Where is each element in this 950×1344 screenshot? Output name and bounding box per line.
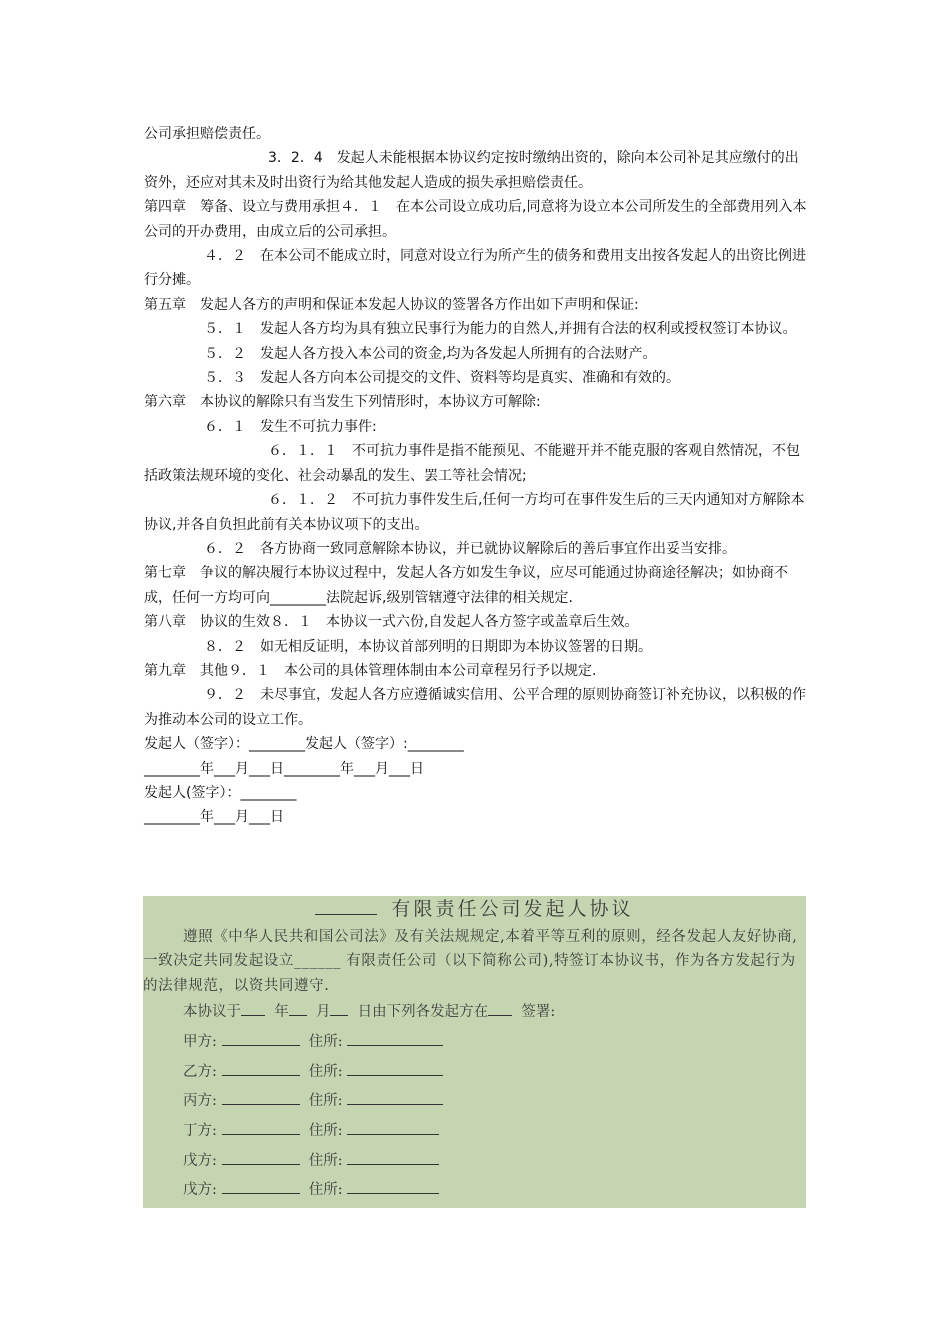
party-name-blank xyxy=(222,1179,300,1194)
party-row xyxy=(143,1028,806,1058)
sign-label: 签署: xyxy=(521,1004,556,1021)
paragraph: ６．１．１ 不可抗力事件是指不能预见、不能避开并不能克服的客观自然情况，不包括政策法规环境的变化、社会动暴乱的发生、罢工等社会情况; xyxy=(144,443,800,484)
paragraph: ６．１．２ 不可抗力事件发生后,任何一方均可在事件发生后的三天内通知对方解除本协议,并各自负担此前有关本协议项下的支出。 xyxy=(144,492,805,533)
paragraph: ６．１ 发生不可抗力事件: xyxy=(204,418,377,435)
paragraph: 第九章 其他９．１ 本公司的具体管理体制由本公司章程另行予以规定. xyxy=(144,662,597,679)
template-body xyxy=(143,923,806,1206)
party-label: 丁方: xyxy=(183,1122,217,1139)
template-intro: 遵照《中华人民共和国公司法》及有关法规规定,本着平等互利的原则，经各发起人友好协商,一致决定共同发起设立______ 有限责任公司（以下简称公司),特签订本协议书，作为各方发起行为的法律规范，以资共同遵守. xyxy=(143,929,798,994)
agreement-text-upper xyxy=(144,122,808,830)
paragraph: ５．２ 发起人各方投入本公司的资金,均为各发起人所拥有的合法财产。 xyxy=(204,345,657,362)
agreement-template-box xyxy=(143,896,806,1208)
year-blank xyxy=(241,1001,265,1016)
place-blank xyxy=(488,1001,512,1016)
party-address-label: 住所: xyxy=(308,1063,343,1080)
party-label: 乙方: xyxy=(183,1063,217,1080)
year-label: 年 xyxy=(274,1004,289,1021)
paragraph: ５．１ 发起人各方均为具有独立民事行为能力的自然人,并拥有合法的权利或授权签订本协议。 xyxy=(204,321,797,338)
place-label: 日由下列各发起方在 xyxy=(357,1004,489,1021)
paragraph: 第八章 协议的生效８．１ 本协议一式六份,自发起人各方签字或盖章后生效。 xyxy=(144,614,639,631)
paragraph: ８．２ 如无相反证明，本协议首部列明的日期即为本协议签署的日期。 xyxy=(204,638,652,655)
month-blank xyxy=(289,1001,307,1016)
party-row xyxy=(143,1058,806,1088)
paragraph: ________年___月___日________年___月___日 xyxy=(144,760,424,777)
party-address-blank xyxy=(347,1150,439,1165)
paragraph: 公司承担赔偿责任。 xyxy=(144,126,270,142)
paragraph: 发起人（签字）：________发起人（签字）:________ xyxy=(144,736,464,753)
party-name-blank xyxy=(222,1120,300,1135)
party-address-label: 住所: xyxy=(308,1093,343,1110)
paragraph: ６．２ 各方协商一致同意解除本协议，并已就协议解除后的善后事宜作出妥当安排。 xyxy=(204,540,736,557)
paragraph: ５．３ 发起人各方向本公司提交的文件、资料等均是真实、准确和有效的。 xyxy=(204,370,680,387)
party-label: 丙方: xyxy=(183,1093,217,1110)
party-name-blank xyxy=(222,1090,300,1105)
paragraph: ９．２ 未尽事宜，发起人各方应遵循诚实信用、公平合理的原则协商签订补充协议，以积极的作为推动本公司的设立工作。 xyxy=(144,687,806,728)
paragraph: ________年___月___日 xyxy=(144,809,284,826)
party-name-blank xyxy=(222,1031,300,1046)
party-row xyxy=(143,1087,806,1117)
party-address-label: 住所: xyxy=(308,1033,343,1050)
paragraph: 第四章 筹备、设立与费用承担４．１ 在本公司设立成功后,同意将为设立本公司所发生的全部费用列入本公司的开办费用，由成立后的公司承担。 xyxy=(144,199,807,240)
template-title-text: 有限责任公司发起人协议 xyxy=(391,898,634,920)
party-row xyxy=(143,1176,806,1206)
parties-list xyxy=(143,1028,806,1206)
template-title xyxy=(143,896,806,923)
party-name-blank xyxy=(222,1061,300,1076)
month-label: 月 xyxy=(315,1004,331,1021)
date-line xyxy=(143,998,806,1028)
party-address-blank xyxy=(347,1120,439,1135)
party-address-label: 住所: xyxy=(308,1182,343,1199)
party-label: 戊方: xyxy=(183,1152,217,1169)
date-line-prefix: 本协议于 xyxy=(183,1004,241,1021)
party-label: 戊方: xyxy=(183,1182,217,1199)
day-blank xyxy=(330,1001,348,1016)
company-name-blank xyxy=(315,914,377,915)
paragraph: 第五章 发起人各方的声明和保证本发起人协议的签署各方作出如下声明和保证: xyxy=(144,296,639,313)
party-address-blank xyxy=(347,1179,439,1194)
paragraph: 发起人(签字）：________ xyxy=(144,784,297,801)
party-address-label: 住所: xyxy=(308,1122,343,1139)
party-name-blank xyxy=(222,1150,300,1165)
party-address-blank xyxy=(347,1031,443,1046)
paragraph: 3．2．4 发起人未能根据本协议约定按时缴纳出资的，除向本公司补足其应缴付的出资外，还应对其未及时出资行为给其他发起人造成的损失承担赔偿责任。 xyxy=(144,150,799,191)
paragraph: 第六章 本协议的解除只有当发生下列情形时，本协议方可解除: xyxy=(144,394,541,411)
party-label: 甲方: xyxy=(183,1033,217,1050)
party-address-blank xyxy=(347,1061,443,1076)
party-row xyxy=(143,1147,806,1177)
paragraph: 第七章 争议的解决履行本协议过程中，发起人各方如发生争议，应尽可能通过协商途径解决；如协商不成，任何一方均可向________法院起诉,级别管辖遵守法律的相关规定. xyxy=(144,565,788,606)
party-row xyxy=(143,1117,806,1147)
paragraph: ４．２ 在本公司不能成立时，同意对设立行为所产生的债务和费用支出按各发起人的出资比例进行分摊。 xyxy=(144,248,806,289)
party-address-label: 住所: xyxy=(308,1152,343,1169)
party-address-blank xyxy=(347,1090,443,1105)
